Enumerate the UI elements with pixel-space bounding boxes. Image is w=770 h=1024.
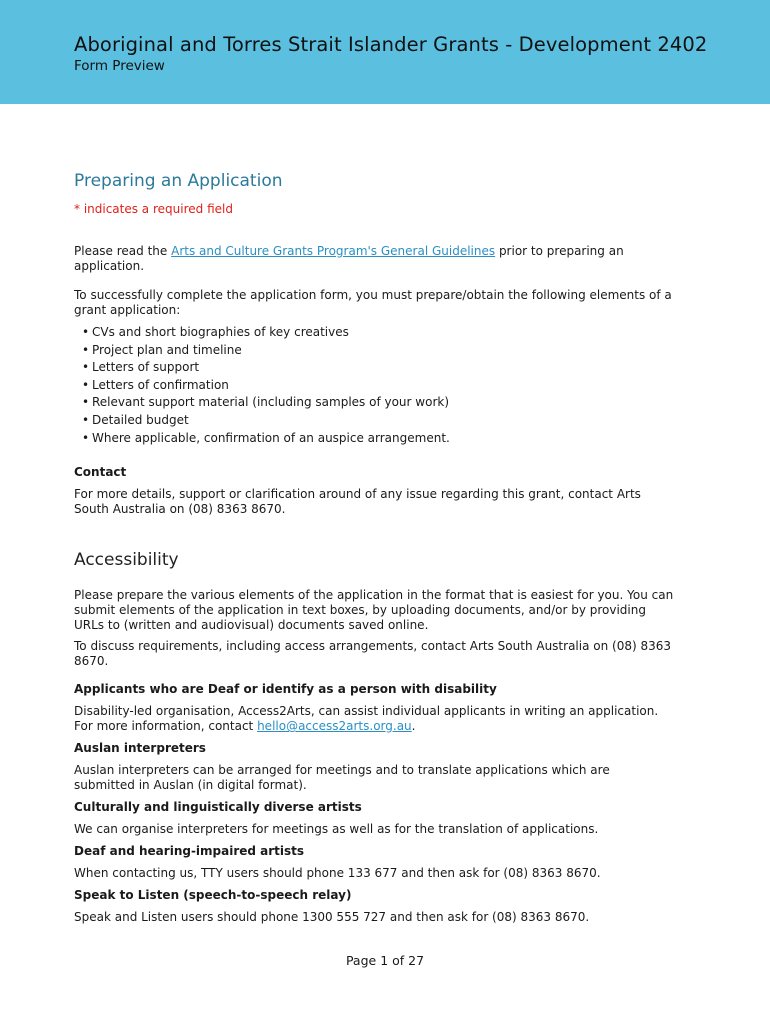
form-title: Aboriginal and Torres Strait Islander Grants - Development 2402 xyxy=(74,33,708,56)
list-item: • CVs and short biographies of key creatives xyxy=(92,324,674,342)
deaf-disability-heading: Applicants who are Deaf or identify as a person with disability xyxy=(74,682,497,697)
contact-heading: Contact xyxy=(74,465,127,480)
form-subtitle: Form Preview xyxy=(74,58,165,74)
intro-paragraph: Please read the Arts and Culture Grants Program's General Guidelines prior to preparing an application. xyxy=(74,244,624,273)
speak-to-listen-text: Speak and Listen users should phone 1300 555 727 and then ask for (08) 8363 8670. xyxy=(74,910,590,925)
form-content xyxy=(74,170,674,925)
access2arts-email-link[interactable]: hello@access2arts.org.au xyxy=(257,719,412,734)
hearing-impaired-text: When contacting us, TTY users should phone 133 677 and then ask for (08) 8363 8670. xyxy=(74,866,601,881)
list-item: • Letters of confirmation xyxy=(92,377,674,395)
list-item: • Letters of support xyxy=(92,359,674,377)
contact-text: For more details, support or clarification around of any issue regarding this grant, contact Arts South Australia on (08) 8363 8670. xyxy=(74,487,641,517)
deaf-disability-text: Disability-led organisation, Access2Arts, can assist individual applicants in writing an application. For more information, contact hello@access2arts.org.au. xyxy=(74,704,659,734)
guidelines-link[interactable]: Arts and Culture Grants Program's General Guidelines xyxy=(171,244,496,258)
auslan-text: Auslan interpreters can be arranged for meetings and to translate applications which are submitted in Auslan (in digital format). xyxy=(74,763,610,793)
list-item: • Relevant support material (including samples of your work) xyxy=(92,394,674,412)
cald-text: We can organise interpreters for meetings as well as for the translation of applications. xyxy=(74,822,599,837)
required-field-note: * indicates a required field xyxy=(74,202,233,216)
section-heading-preparing: Preparing an Application xyxy=(74,171,283,191)
section-heading-accessibility: Accessibility xyxy=(74,550,179,571)
elements-intro: To successfully complete the application form, you must prepare/obtain the following elements of a grant application: xyxy=(74,288,672,317)
hearing-impaired-heading: Deaf and hearing-impaired artists xyxy=(74,844,305,859)
accessibility-paragraph-2: To discuss requirements, including access arrangements, contact Arts South Australia on (08) 8363 8670. xyxy=(74,639,672,669)
accessibility-paragraph-1: Please prepare the various elements of the application in the format that is easiest for you. You can submit elements of the application in text boxes, by uploading documents, and/or by providing URLs to (written and audiovisual) documents saved online. xyxy=(74,588,674,633)
list-item: • Project plan and timeline xyxy=(92,342,674,360)
page-number: Page 1 of 27 xyxy=(345,953,425,968)
speak-to-listen-heading: Speak to Listen (speech-to-speech relay) xyxy=(74,888,352,903)
list-item: • Where applicable, confirmation of an auspice arrangement. xyxy=(92,430,674,448)
auslan-heading: Auslan interpreters xyxy=(74,741,206,756)
elements-list xyxy=(74,324,674,447)
list-item: • Detailed budget xyxy=(92,412,674,430)
cald-heading: Culturally and linguistically diverse artists xyxy=(74,800,362,815)
header-banner xyxy=(0,0,770,104)
